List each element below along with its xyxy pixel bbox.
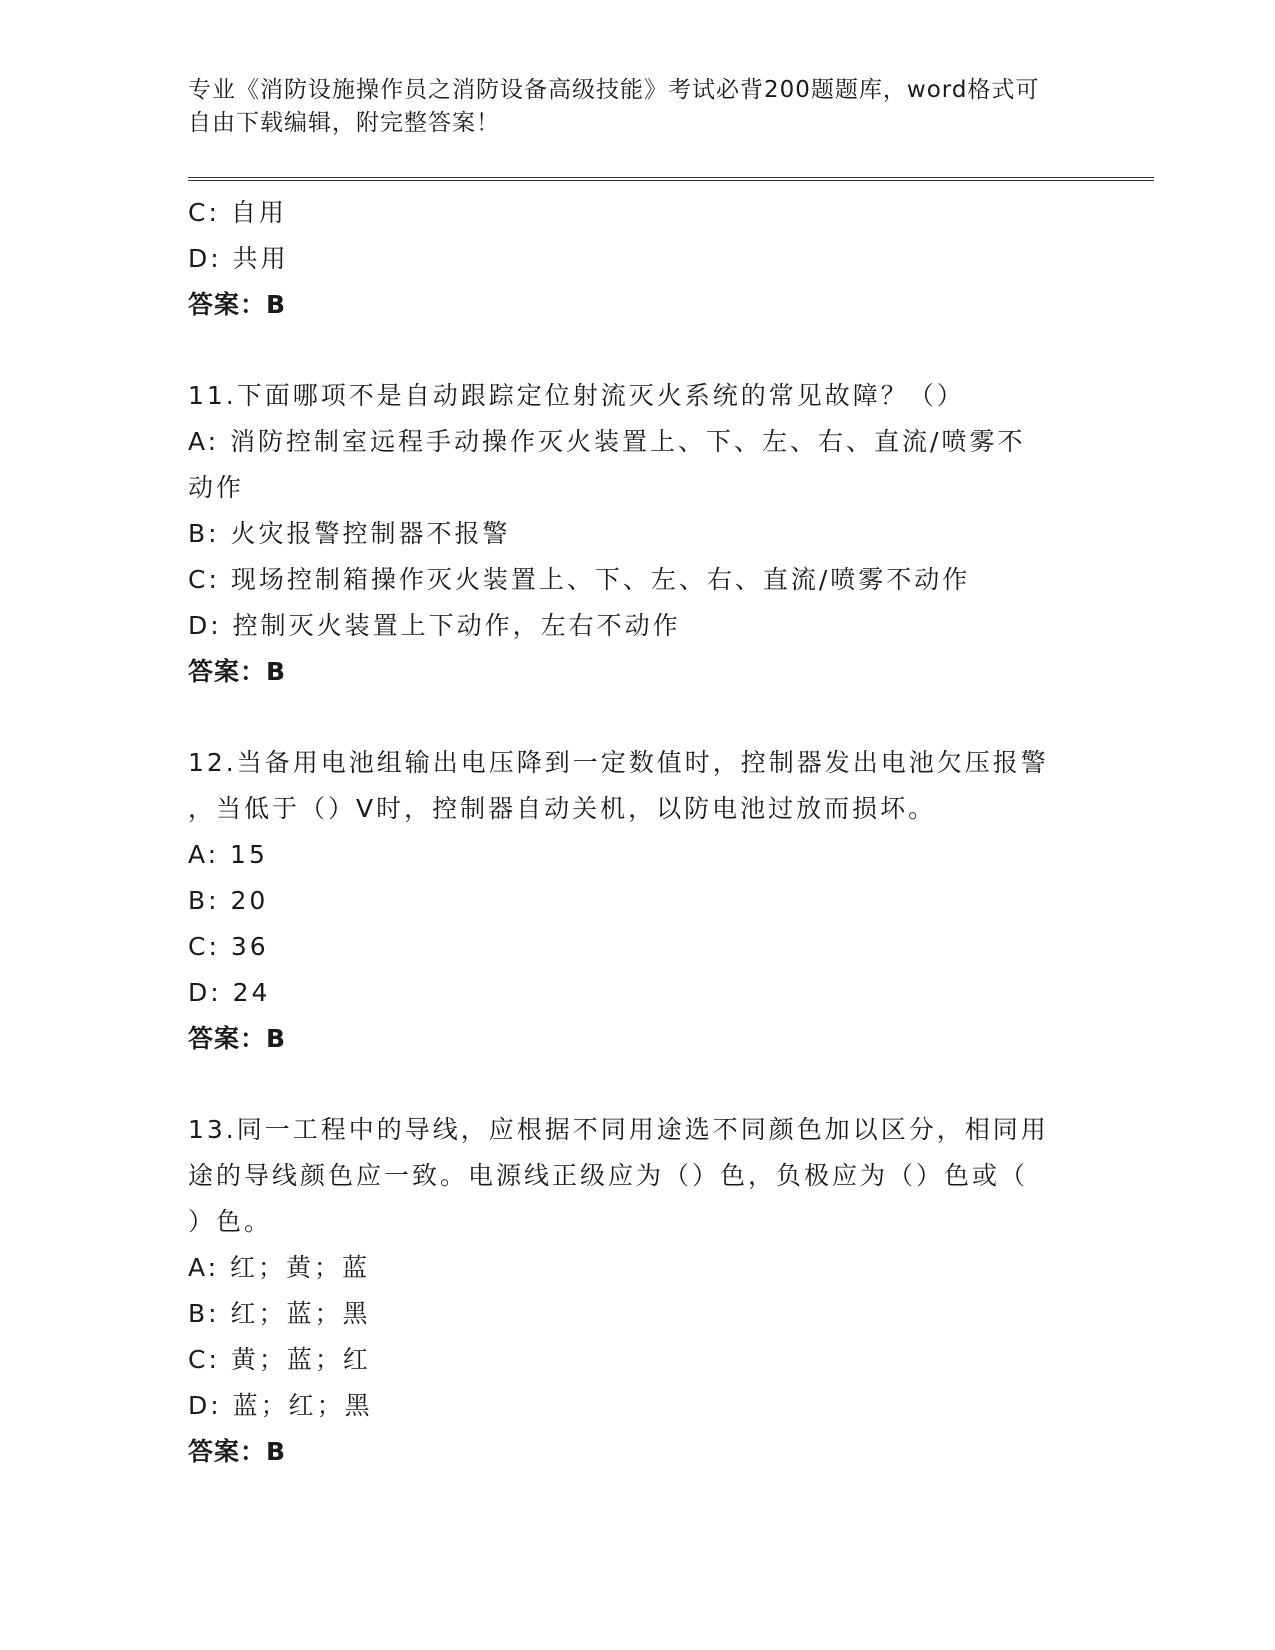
question-12 (188, 740, 1088, 1062)
answer-line: 答案：B (188, 657, 287, 686)
question-stem-continued: ，当低于（）V时，控制器自动关机，以防电池过放而损坏。 (188, 794, 937, 823)
option-c: C: 自用 (188, 198, 287, 227)
option-b: B: 20 (188, 886, 269, 915)
option-a: A: 红；黄；蓝 (188, 1253, 371, 1282)
answer-line: 答案：B (188, 1024, 287, 1053)
document-header (188, 74, 1088, 140)
option-a: A: 消防控制室远程手动操作灭火装置上、下、左、右、直流/喷雾不 (188, 427, 1026, 456)
option-a: A: 15 (188, 840, 268, 869)
question-stem-continued: ）色。 (188, 1207, 273, 1236)
question-stem-continued: 途的导线颜色应一致。电源线正级应为（）色，负极应为（）色或（ (188, 1161, 1029, 1190)
question-13 (188, 1107, 1088, 1475)
option-a-continued: 动作 (188, 473, 245, 502)
answer-line: 答案：B (188, 1437, 287, 1466)
option-b: B: 火灾报警控制器不报警 (188, 519, 511, 548)
option-d: D: 蓝；红；黑 (188, 1391, 373, 1420)
option-d: D: 24 (188, 978, 271, 1007)
option-d: D: 控制灭火装置上下动作，左右不动作 (188, 611, 681, 640)
option-d: D: 共用 (188, 244, 289, 273)
option-c: C: 黄；蓝；红 (188, 1345, 371, 1374)
question-stem: 12.当备用电池组输出电压降到一定数值时，控制器发出电池欠压报警 (188, 748, 1049, 777)
spacer (188, 1062, 1088, 1107)
header-divider (188, 177, 1154, 181)
document-body (188, 190, 1088, 1475)
option-c: C: 36 (188, 932, 269, 961)
option-b: B: 红；蓝；黑 (188, 1299, 371, 1328)
option-c: C: 现场控制箱操作灭火装置上、下、左、右、直流/喷雾不动作 (188, 565, 971, 594)
spacer (188, 695, 1088, 740)
question-10-tail (188, 190, 1088, 328)
spacer (188, 328, 1088, 373)
question-stem: 11.下面哪项不是自动跟踪定位射流灭火系统的常见故障？（） (188, 381, 965, 410)
question-stem: 13.同一工程中的导线，应根据不同用途选不同颜色加以区分，相同用 (188, 1115, 1049, 1144)
header-line-1: 专业《消防设施操作员之消防设备高级技能》考试必背200题题库，word格式可 (188, 77, 1040, 103)
header-line-2: 自由下载编辑，附完整答案！ (188, 110, 500, 136)
question-11 (188, 373, 1088, 695)
answer-line: 答案：B (188, 290, 287, 319)
